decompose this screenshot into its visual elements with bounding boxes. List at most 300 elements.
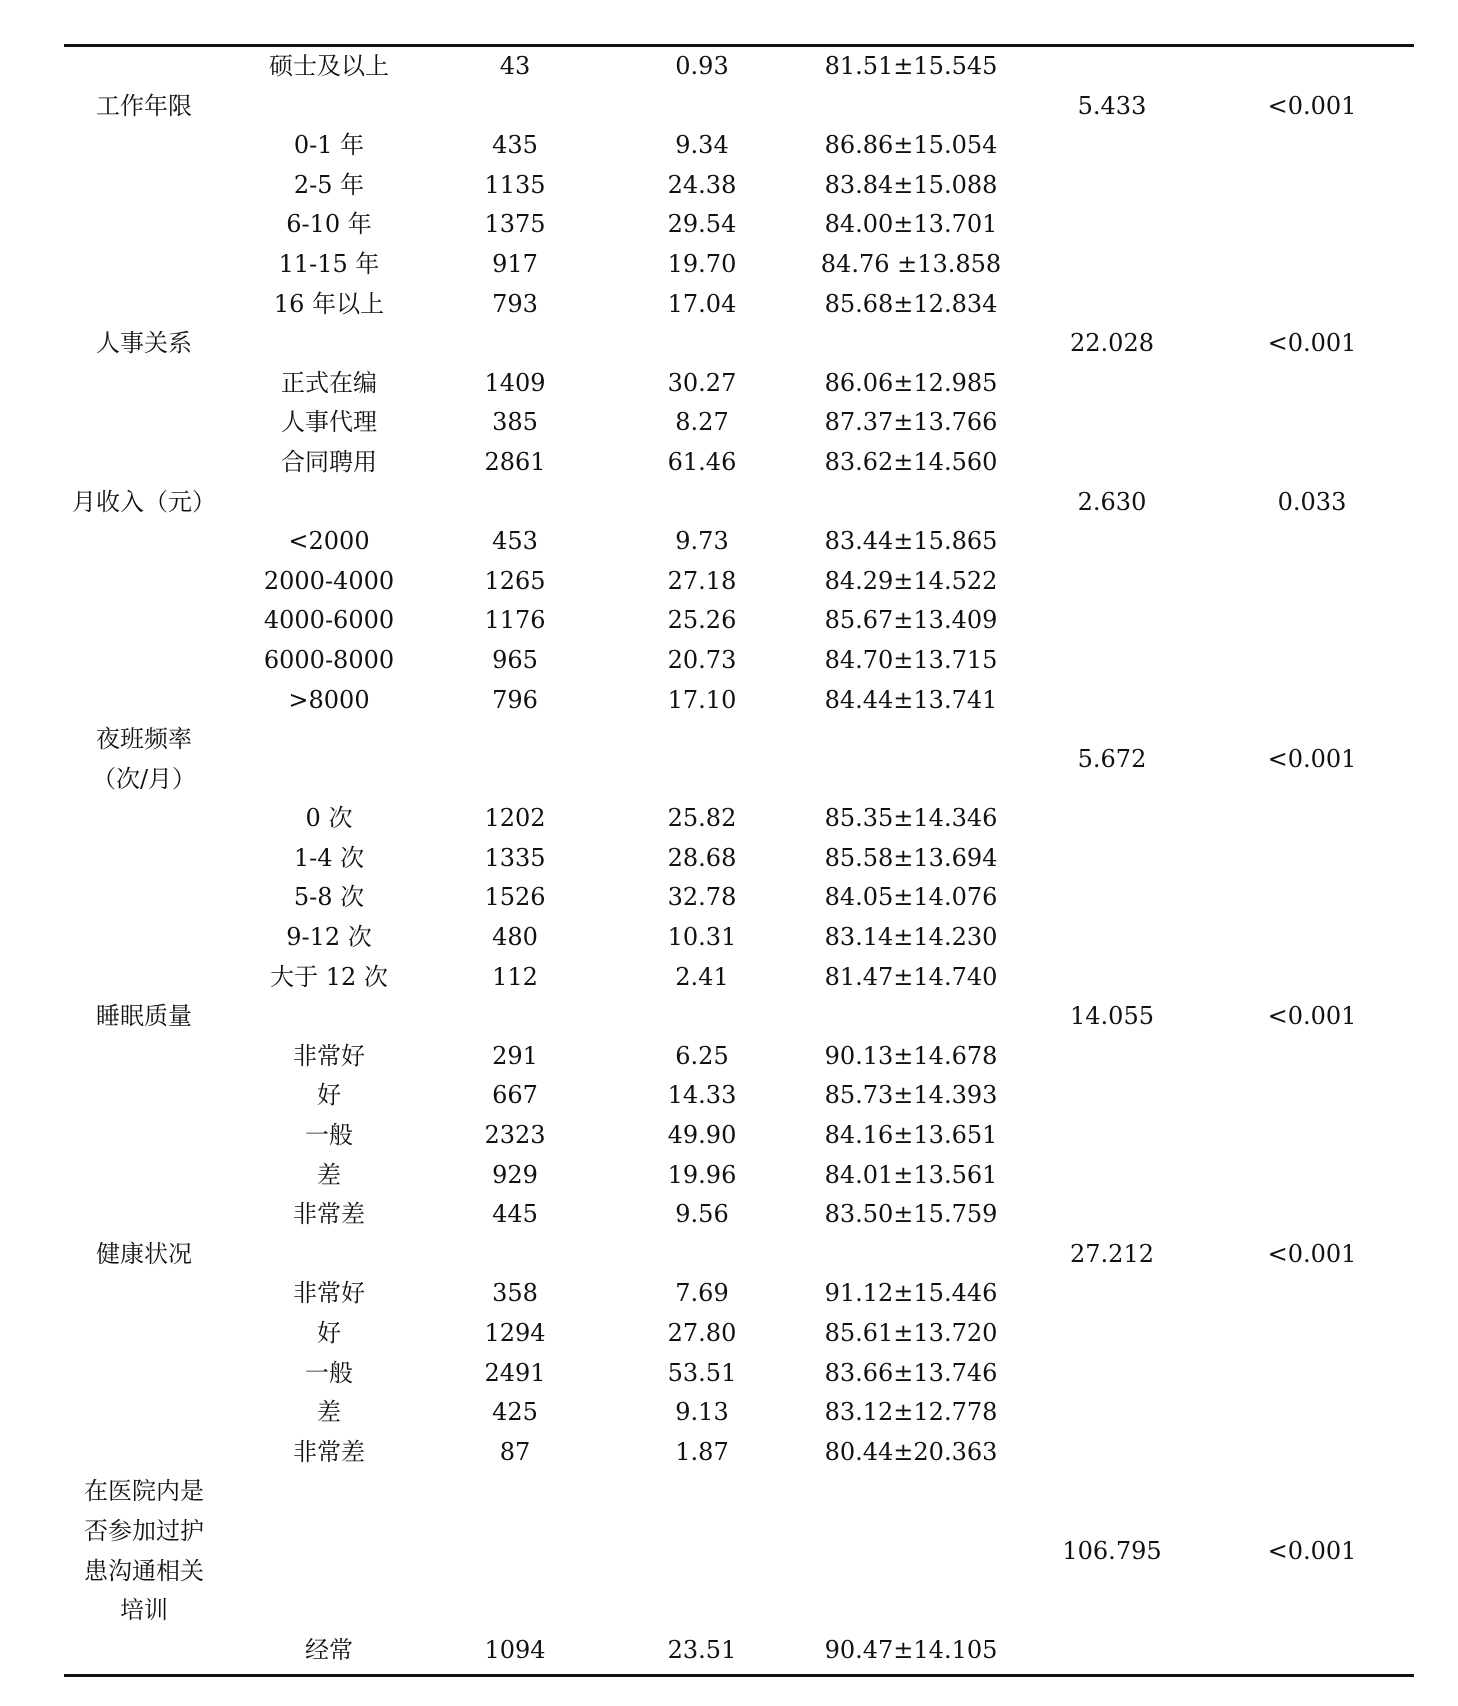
cell-count: 358 [492,1279,538,1308]
cell-category: 2-5 年 [293,170,365,199]
cell-variable [64,1314,224,1354]
cell-score: 84.29±14.522 [824,566,998,595]
cell-percent: 14.33 [667,1081,737,1110]
cell-p-value [1210,681,1414,721]
cell-p-value: <0.001 [1267,91,1357,120]
cell-percent [596,483,808,523]
cell-p-value [1210,166,1414,206]
cell-count: 435 [492,131,538,160]
cell-score: 84.00±13.701 [824,210,998,239]
cell-p-value [1210,364,1414,404]
cell-variable [64,47,224,87]
cell-percent: 19.96 [667,1160,737,1189]
cell-percent: 19.70 [667,249,737,278]
cell-statistic [1014,1393,1210,1433]
cell-score [808,1235,1014,1275]
cell-variable [64,1195,224,1235]
cell-count: 385 [492,408,538,437]
cell-statistic [1014,126,1210,166]
table-row [64,403,1414,443]
cell-statistic [1014,799,1210,839]
cell-count [434,997,596,1037]
cell-category [224,997,434,1037]
cell-variable: 健康状况 [96,1239,192,1268]
cell-variable [64,641,224,681]
cell-statistic [1014,245,1210,285]
bottom-rule [64,1674,1414,1677]
cell-score: 87.37±13.766 [824,408,998,437]
cell-statistic [1014,1631,1210,1671]
cell-variable [64,126,224,166]
cell-category: 硕士及以上 [269,52,389,80]
cell-variable [64,403,224,443]
cell-category: 5-8 次 [293,883,365,912]
table-row [64,1156,1414,1196]
cell-variable [64,1037,224,1077]
cell-category: 6-10 年 [286,210,372,239]
cell-variable [64,839,224,879]
table-row [64,601,1414,641]
cell-p-value [1210,878,1414,918]
cell-p-value [1210,1116,1414,1156]
table-row [64,364,1414,404]
cell-count: 917 [492,249,538,278]
cell-statistic: 106.795 [1062,1536,1162,1565]
cell-score: 86.86±15.054 [824,131,998,160]
cell-percent [596,997,808,1037]
cell-p-value [1210,1314,1414,1354]
cell-percent: 8.27 [675,408,729,437]
cell-percent: 7.69 [675,1279,729,1308]
cell-p-value [1210,1354,1414,1394]
cell-count: 112 [492,962,538,991]
table-row [64,522,1414,562]
cell-count [434,324,596,364]
cell-statistic [1014,562,1210,602]
cell-count: 2323 [484,1121,546,1150]
cell-p-value [1210,1433,1414,1473]
cell-score: 84.70±13.715 [824,645,998,674]
cell-variable [64,1393,224,1433]
cell-count: 1526 [484,883,546,912]
cell-statistic: 14.055 [1070,1002,1154,1031]
cell-statistic [1014,1433,1210,1473]
cell-variable [64,522,224,562]
table-row [64,126,1414,166]
cell-statistic: 5.433 [1077,91,1147,120]
cell-category: 好 [317,1319,341,1347]
table-row [64,324,1414,364]
cell-score: 83.44±15.865 [824,527,998,556]
cell-category [224,720,434,799]
cell-p-value: 0.033 [1277,487,1347,516]
cell-statistic [1014,878,1210,918]
cell-percent: 25.82 [667,804,737,833]
cell-statistic [1014,403,1210,443]
cell-score: 81.51±15.545 [824,52,998,80]
cell-statistic [1014,918,1210,958]
table-row [64,1037,1414,1077]
cell-variable [64,799,224,839]
cell-statistic: 2.630 [1077,487,1147,516]
cell-count: 445 [492,1200,538,1229]
cell-score: 86.06±12.985 [824,368,998,397]
cell-percent: 9.73 [675,527,729,556]
cell-variable [64,720,224,799]
cell-p-value [1210,1195,1414,1235]
cell-count: 480 [492,923,538,952]
table-row [64,87,1414,127]
cell-percent: 23.51 [667,1635,737,1664]
cell-variable [64,681,224,721]
cell-count: 291 [492,1041,538,1070]
cell-category [224,1472,434,1630]
cell-percent: 2.41 [675,962,729,991]
cell-count: 1265 [484,566,546,595]
cell-percent: 20.73 [667,645,737,674]
cell-count: 667 [492,1081,538,1110]
cell-p-value [1210,285,1414,325]
cell-score: 85.68±12.834 [824,289,998,318]
cell-percent: 25.26 [667,606,737,635]
cell-variable [64,958,224,998]
cell-p-value [1210,1274,1414,1314]
cell-category: 16 年以上 [273,289,385,318]
cell-variable [64,1433,224,1473]
cell-statistic [1014,1195,1210,1235]
cell-p-value [1210,1631,1414,1671]
cell-category [224,483,434,523]
table-row [64,681,1414,721]
table-row [64,245,1414,285]
cell-category: >8000 [288,685,370,714]
cell-category: 正式在编 [281,368,377,397]
cell-category: 0 次 [305,804,353,833]
cell-category: 差 [317,1160,341,1189]
cell-percent [596,324,808,364]
cell-score: 83.14±14.230 [824,923,998,952]
cell-score: 85.35±14.346 [824,804,998,833]
cell-count: 1202 [484,804,546,833]
cell-score: 85.67±13.409 [824,606,998,635]
cell-statistic [1014,443,1210,483]
cell-statistic [1014,1314,1210,1354]
cell-percent: 29.54 [667,210,737,239]
table-row [64,1393,1414,1433]
cell-p-value [1210,443,1414,483]
cell-score: 84.76 ±13.858 [820,249,1002,278]
cell-count: 929 [492,1160,538,1189]
cell-variable [64,364,224,404]
cell-statistic [1014,522,1210,562]
cell-category: 大于 12 次 [270,962,388,991]
cell-variable [64,1631,224,1671]
cell-variable [64,878,224,918]
cell-p-value [1210,1393,1414,1433]
cell-p-value [1210,1076,1414,1116]
table-row [64,1116,1414,1156]
cell-percent: 32.78 [667,883,737,912]
table-body [64,47,1414,1670]
cell-percent: 9.34 [675,131,729,160]
cell-p-value [1210,1037,1414,1077]
cell-p-value [1210,799,1414,839]
cell-score [808,1472,1014,1630]
cell-category: 非常好 [293,1041,365,1070]
cell-score: 83.84±15.088 [824,170,998,199]
cell-statistic [1014,1037,1210,1077]
table-row [64,918,1414,958]
cell-score: 83.62±14.560 [824,447,998,476]
table-row [64,720,1414,799]
cell-count: 2491 [484,1358,546,1387]
cell-percent: 0.93 [675,52,729,80]
cell-statistic [1014,681,1210,721]
cell-score: 83.66±13.746 [824,1358,998,1387]
table-row [64,1631,1414,1671]
table-row [64,205,1414,245]
cell-statistic [1014,601,1210,641]
cell-count [434,720,596,799]
cell-category: 非常好 [293,1279,365,1308]
cell-count: 1409 [484,368,546,397]
cell-variable: 睡眠质量 [96,1002,192,1031]
cell-category: 9-12 次 [286,923,372,952]
cell-category: 0-1 年 [293,131,365,160]
cell-p-value [1210,641,1414,681]
cell-percent: 10.31 [667,923,737,952]
cell-count [434,1472,596,1630]
cell-statistic: 22.028 [1070,329,1154,358]
cell-category: 合同聘用 [281,447,377,476]
cell-percent: 27.80 [667,1319,737,1347]
cell-score: 91.12±15.446 [824,1279,998,1308]
cell-statistic [1014,1116,1210,1156]
cell-p-value: <0.001 [1267,1002,1357,1031]
cell-statistic [1014,166,1210,206]
cell-p-value: <0.001 [1267,1536,1357,1565]
cell-statistic [1014,1274,1210,1314]
cell-score: 90.47±14.105 [824,1635,998,1664]
cell-percent: 9.13 [675,1398,729,1427]
cell-count: 1375 [484,210,546,239]
cell-category: 一般 [305,1358,353,1387]
cell-category: 一般 [305,1121,353,1150]
cell-score [808,997,1014,1037]
table-row [64,1314,1414,1354]
cell-category: 4000-6000 [263,606,395,635]
cell-count: 1294 [484,1319,546,1347]
cell-category: 好 [317,1081,341,1110]
table-row [64,1433,1414,1473]
cell-statistic [1014,1156,1210,1196]
cell-statistic: 5.672 [1077,744,1147,773]
cell-score [808,324,1014,364]
cell-variable [64,1472,224,1630]
table-row [64,997,1414,1037]
cell-category: 2000-4000 [263,566,395,595]
table-row [64,443,1414,483]
table-row [64,839,1414,879]
table-row [64,1195,1414,1235]
cell-category [224,87,434,127]
cell-count: 793 [492,289,538,318]
cell-p-value [1210,918,1414,958]
table-row [64,47,1414,87]
cell-statistic [1014,205,1210,245]
cell-variable: 工作年限 [96,91,192,120]
cell-score: 83.50±15.759 [824,1200,998,1229]
cell-count [434,87,596,127]
cell-p-value: <0.001 [1267,1239,1357,1268]
cell-statistic [1014,285,1210,325]
table-row [64,166,1414,206]
cell-percent: 1.87 [675,1437,729,1466]
cell-count: 453 [492,527,538,556]
cell-score [808,87,1014,127]
cell-score: 84.16±13.651 [824,1121,998,1150]
cell-p-value [1210,205,1414,245]
cell-percent: 30.27 [667,368,737,397]
cell-statistic [1014,1076,1210,1116]
cell-p-value [1210,839,1414,879]
cell-variable: 月收入（元） [72,487,216,516]
table-row [64,1354,1414,1394]
cell-percent [596,1472,808,1630]
cell-percent: 28.68 [667,843,737,872]
table-row [64,483,1414,523]
table-row [64,878,1414,918]
cell-statistic [1014,958,1210,998]
cell-category: 非常差 [293,1437,365,1466]
cell-percent: 24.38 [667,170,737,199]
cell-percent [596,87,808,127]
cell-score: 85.73±14.393 [824,1081,998,1110]
cell-p-value [1210,126,1414,166]
table-row [64,641,1414,681]
cell-count: 1335 [484,843,546,872]
variable-label: 在医院内是否参加过护患沟通相关培训 [84,1477,204,1625]
stats-table [64,47,1414,1670]
cell-percent: 9.56 [675,1200,729,1229]
cell-percent: 17.04 [667,289,737,318]
cell-category: 差 [317,1398,341,1427]
cell-category: 1-4 次 [293,843,365,872]
cell-variable [64,1354,224,1394]
cell-statistic [1014,47,1210,87]
cell-count: 87 [499,1437,531,1466]
cell-p-value: <0.001 [1267,744,1357,773]
cell-count [434,1235,596,1275]
cell-category: <2000 [288,527,370,556]
cell-category: 非常差 [293,1200,365,1229]
cell-category: 人事代理 [281,408,377,437]
cell-percent: 27.18 [667,566,737,595]
cell-percent: 6.25 [675,1041,729,1070]
cell-score: 84.44±13.741 [824,685,998,714]
cell-score [808,483,1014,523]
cell-p-value [1210,562,1414,602]
cell-variable [64,918,224,958]
cell-p-value [1210,245,1414,285]
cell-count: 965 [492,645,538,674]
cell-score: 81.47±14.740 [824,962,998,991]
cell-p-value [1210,1156,1414,1196]
cell-percent: 49.90 [667,1121,737,1150]
cell-category: 11-15 年 [278,249,380,278]
cell-category [224,324,434,364]
cell-p-value [1210,958,1414,998]
cell-p-value [1210,522,1414,562]
cell-score: 85.58±13.694 [824,843,998,872]
cell-count: 425 [492,1398,538,1427]
cell-count: 43 [499,52,531,80]
table-row [64,1235,1414,1275]
cell-p-value: <0.001 [1267,329,1357,358]
table-row [64,799,1414,839]
cell-variable [64,601,224,641]
cell-percent [596,720,808,799]
cell-p-value [1210,47,1414,87]
cell-score: 83.12±12.778 [824,1398,998,1427]
cell-score [808,720,1014,799]
cell-score: 85.61±13.720 [824,1319,998,1347]
cell-percent: 53.51 [667,1358,737,1387]
cell-count: 1176 [484,606,546,635]
cell-score: 84.01±13.561 [824,1160,998,1189]
cell-variable [64,1274,224,1314]
cell-count: 2861 [484,447,546,476]
variable-label: 夜班频率（次/月） [91,725,197,793]
cell-variable [64,285,224,325]
cell-percent [596,1235,808,1275]
cell-variable [64,443,224,483]
cell-statistic [1014,839,1210,879]
cell-count [434,483,596,523]
cell-count: 1094 [484,1635,546,1664]
table-row [64,1274,1414,1314]
table-row [64,285,1414,325]
cell-score: 84.05±14.076 [824,883,998,912]
cell-variable [64,1116,224,1156]
cell-p-value [1210,403,1414,443]
cell-statistic [1014,1354,1210,1394]
cell-statistic: 27.212 [1070,1239,1154,1268]
cell-statistic [1014,364,1210,404]
cell-variable: 人事关系 [96,329,192,358]
cell-variable [64,562,224,602]
cell-count: 796 [492,685,538,714]
table-row [64,1076,1414,1116]
table-row [64,1472,1414,1630]
cell-percent: 61.46 [667,447,737,476]
cell-statistic [1014,641,1210,681]
cell-p-value [1210,601,1414,641]
cell-variable [64,205,224,245]
cell-count: 1135 [484,170,546,199]
cell-category: 6000-8000 [263,645,395,674]
cell-variable [64,1076,224,1116]
table-row [64,958,1414,998]
cell-category [224,1235,434,1275]
cell-variable [64,245,224,285]
table-row [64,562,1414,602]
cell-score: 90.13±14.678 [824,1041,998,1070]
cell-variable [64,1156,224,1196]
cell-score: 80.44±20.363 [824,1437,998,1466]
cell-category: 经常 [305,1635,353,1664]
cell-percent: 17.10 [667,685,737,714]
